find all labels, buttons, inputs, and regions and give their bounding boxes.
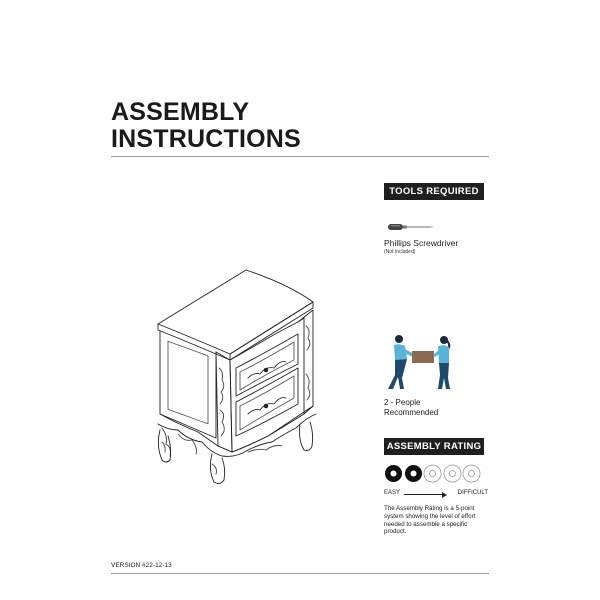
easy-label: EASY xyxy=(384,490,401,496)
page-title xyxy=(111,99,301,153)
rating-dots xyxy=(384,464,482,484)
tool-name: Phillips Screwdriver xyxy=(384,238,459,248)
rating-dot-filled-icon xyxy=(404,464,423,483)
two-people-carrying-box-icon xyxy=(384,333,460,393)
screwdriver-icon xyxy=(388,222,434,232)
tools-required-banner: TOOLS REQUIRED xyxy=(384,183,484,200)
rating-dot-filled-icon xyxy=(384,464,403,483)
people-count: 2 - People xyxy=(384,398,421,407)
rating-dot-empty-icon xyxy=(423,464,442,483)
rating-dot-empty-icon xyxy=(462,464,481,483)
rating-dot-empty-icon xyxy=(443,464,462,483)
tool-note: (Not Included) xyxy=(384,249,416,255)
difficult-label: DIFFICULT xyxy=(457,490,488,496)
title-line-1: ASSEMBLY xyxy=(111,98,250,126)
people-recommended: Recommended xyxy=(384,408,439,417)
people-recommended-label xyxy=(384,398,464,418)
bottom-divider xyxy=(111,573,489,574)
top-divider xyxy=(111,156,489,157)
scale-arrow-line xyxy=(404,494,445,495)
title-line-2: INSTRUCTIONS xyxy=(111,125,301,153)
arrow-right-icon xyxy=(442,492,447,498)
version-number: VERSION #22-12-13 xyxy=(111,562,172,569)
nightstand-illustration xyxy=(148,264,326,486)
assembly-rating-banner: ASSEMBLY RATING xyxy=(384,438,484,455)
difficulty-scale xyxy=(384,490,488,500)
rating-description: The Assembly Rating is a 5-point system showing the level of effort needed to assemble a specific product. xyxy=(384,505,476,536)
